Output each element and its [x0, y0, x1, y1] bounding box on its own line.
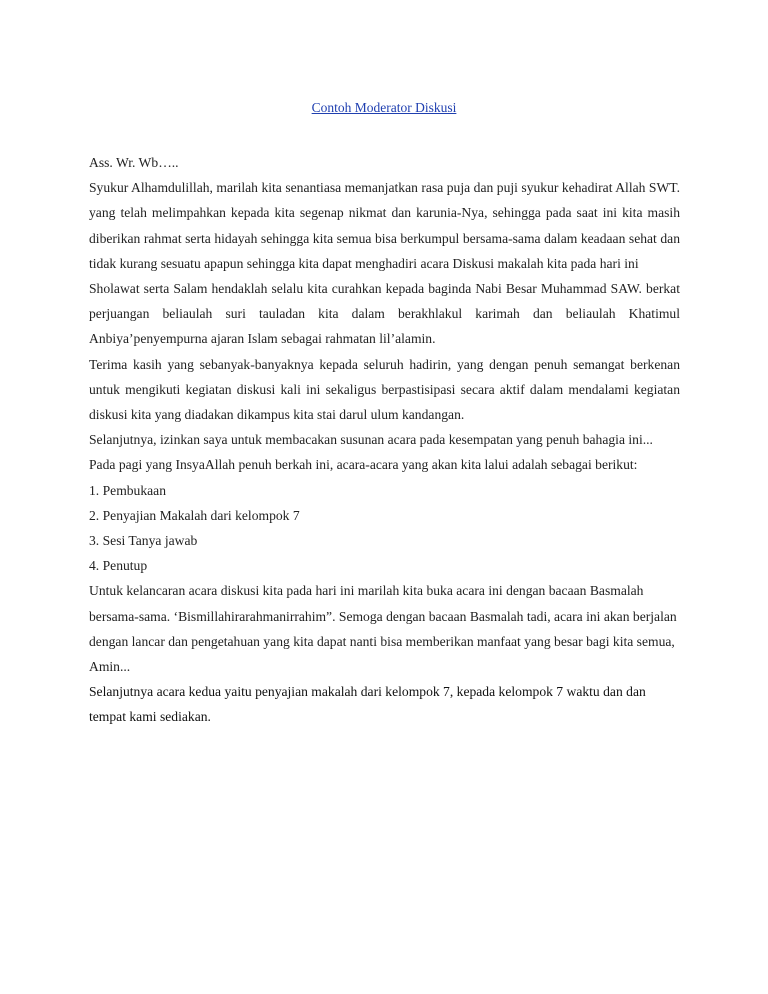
document-body [89, 150, 680, 730]
sholawat-paragraph: Sholawat serta Salam hendaklah selalu kita curahkan kepada baginda Nabi Besar Muhammad SAW. berkat perjuangan beliaulah suri tauladan kita dalam berakhlakul karimah dan beliaulah Khatimul Anbiya’penyempurna ajaran Islam sebagai rahmatan lil’alamin. [89, 281, 680, 347]
greeting-line: Ass. Wr. Wb….. [89, 155, 179, 170]
agenda-item: 1. Pembukaan [89, 482, 167, 498]
agenda-item: 3. Sesi Tanya jawab [89, 533, 198, 549]
next-session-paragraph: Selanjutnya acara kedua yaitu penyajian makalah dari kelompok 7, kepada kelompok 7 waktu dan dan tempat kami sediakan. [89, 684, 646, 725]
agenda-lead-paragraph: Pada pagi yang InsyaAllah penuh berkah ini, acara-acara yang akan kita lalui adalah sebagai berikut: [89, 457, 638, 473]
document-title: Contoh Moderator Diskusi [311, 100, 457, 115]
thanks-paragraph: Terima kasih yang sebanyak-banyaknya kepada seluruh hadirin, yang dengan penuh semangat berkenan untuk mengikuti kegiatan diskusi kali ini sekaligus berpastisipasi secara aktif dalam mendalami kegiatan diskusi kita yang diadakan dikampus kita stai darul ulum kandangan. [89, 356, 680, 423]
agenda-intro-paragraph: Selanjutnya, izinkan saya untuk membacakan susunan acara pada kesempatan yang penuh bahagia ini... [89, 432, 653, 448]
basmalah-paragraph: Untuk kelancaran acara diskusi kita pada hari ini marilah kita buka acara ini dengan bacaan Basmalah bersama-sama. ‘Bismillahirarahmanirrahim”. Semoga dengan bacaan Basmalah tadi, acara ini akan berjalan dengan lancar dan pengetahuan yang kita dapat nanti bisa memberikan manfaat yang besar bagi kita semua, Amin... [89, 583, 677, 675]
agenda-item: 4. Penutup [89, 558, 148, 574]
agenda-list [89, 478, 680, 579]
agenda-item: 2. Penyajian Makalah dari kelompok 7 [89, 507, 300, 523]
opening-paragraph: Syukur Alhamdulillah, marilah kita senantiasa memanjatkan rasa puja dan puji syukur kehadirat Allah SWT. yang telah melimpahkan kepada kita segenap nikmat dan karunia-Nya, sehingga pada saat ini kita masih diberikan rahmat serta hidayah sehingga kita semua bisa berkumpul bersama-sama dalam keadaan sehat dan tidak kurang sesuatu apapun sehingga kita dapat menghadiri acara Diskusi makalah kita pada hari ini [89, 180, 680, 271]
